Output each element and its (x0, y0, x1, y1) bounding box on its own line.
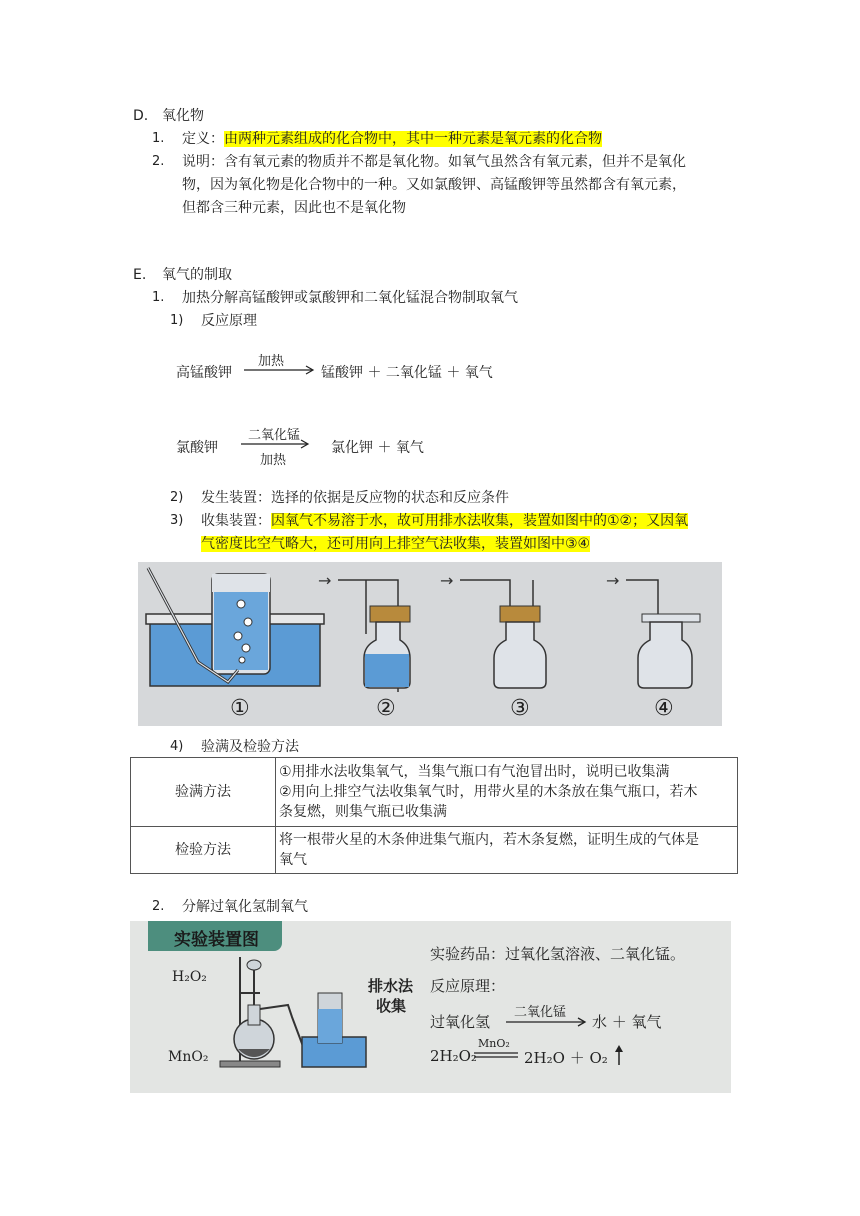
sub-number: 3) (170, 513, 184, 528)
table-cell (276, 827, 738, 874)
definition-text: 由两种元素组成的化合物中，其中一种元素是氧元素的化合物 (224, 131, 602, 147)
cell-line: ②用向上排空气法收集氧气时，用带火星的木条放在集气瓶口，若木 (279, 784, 698, 800)
verification-table (130, 757, 738, 874)
formula-reactant: 2H₂O₂ (430, 1047, 477, 1065)
table-head-cell: 检验方法 (131, 827, 276, 874)
item-number: 1. (152, 131, 165, 146)
table-head-cell: 验满方法 (131, 758, 276, 827)
apparatus-drawing (138, 562, 722, 726)
figure-label-1: ① (230, 696, 250, 721)
cell-line: 条复燃，则集气瓶已收集满 (279, 804, 447, 820)
reaction1-reactant: 高锰酸钾 (176, 365, 232, 381)
section-e-marker: E. (133, 267, 147, 283)
verification-heading: 验满及检验方法 (201, 739, 299, 755)
collection-text-1: 因氧气不易溶于水，故可用排水法收集，装置如图中的①②；又因氧 (271, 513, 689, 529)
banner-title: 实验装置图 (174, 930, 259, 950)
equal-sign (474, 1051, 520, 1059)
table-cell (276, 758, 738, 827)
figure-label-3: ③ (510, 696, 530, 721)
definition-line (182, 129, 602, 149)
method-2-title: 分解过氧化氢制氧气 (182, 899, 308, 915)
svg-text:→: → (440, 571, 454, 590)
explanation-line-2: 物，因为氧化物是化合物中的一种。又如氯酸钾、高锰酸钾等虽然都含有氧元素， (182, 177, 686, 193)
table-row (131, 827, 738, 874)
reaction2-catalyst: 二氧化锰 (248, 428, 301, 443)
formula-products: 2H₂O ＋ O₂ (524, 1049, 608, 1067)
collect-label-2: 收集 (376, 997, 407, 1015)
reaction1-condition: 加热 (258, 354, 285, 369)
item-number: 2. (152, 154, 165, 169)
peroxide-apparatus-figure (130, 921, 731, 1093)
collect-label-1: 排水法 (368, 977, 414, 995)
item-number: 2. (152, 899, 165, 914)
svg-text:→: → (318, 571, 332, 590)
collection-line-1 (201, 511, 688, 531)
sub-number: 4) (170, 739, 184, 754)
sub-number: 2) (170, 490, 184, 505)
explanation-line-1: 说明：含有氧元素的物质并不都是氧化物。如氧气虽然含有氧元素，但并不是氧化 (182, 154, 686, 170)
figure-label-4: ④ (654, 696, 674, 721)
item-number: 1. (152, 290, 165, 305)
explanation-line-3: 但都含三种元素，因此也不是氧化物 (182, 200, 406, 216)
principle-label: 反应原理： (430, 977, 506, 995)
word-catalyst: 二氧化锰 (514, 1005, 567, 1020)
collection-label: 收集装置： (201, 513, 271, 529)
sub-number: 1) (170, 313, 184, 328)
figure-label-2: ② (376, 696, 396, 721)
method-1-title: 加热分解高锰酸钾或氯酸钾和二氧化锰混合物制取氧气 (182, 290, 518, 306)
mno2-label: MnO₂ (168, 1049, 209, 1065)
section-d-title: 氧化物 (162, 108, 204, 124)
section-d-marker: D. (133, 108, 149, 124)
svg-text:→: → (606, 571, 620, 590)
table-row (131, 758, 738, 827)
cell-line: 氧气 (279, 852, 307, 868)
cell-line: 将一根带火星的木条伸进集气瓶内，若木条复燃，证明生成的气体是 (279, 832, 699, 848)
generation-apparatus-text: 发生装置：选择的依据是反应物的状态和反应条件 (201, 490, 509, 506)
gas-arrow-icon (614, 1045, 624, 1067)
reaction-arrow (244, 364, 316, 376)
reaction2-condition: 加热 (260, 453, 287, 468)
formula-catalyst: MnO₂ (478, 1037, 510, 1050)
definition-label: 定义： (182, 131, 224, 147)
reaction-principle-heading: 反应原理 (201, 313, 257, 329)
reaction1-products: 锰酸钾 ＋ 二氧化锰 ＋ 氧气 (321, 365, 493, 381)
word-reactant: 过氧化氢 (430, 1013, 491, 1031)
collection-line-2 (201, 534, 590, 554)
h2o2-label: H₂O₂ (172, 969, 207, 985)
reaction2-products: 氯化钾 ＋ 氧气 (331, 440, 424, 456)
cell-line: ①用排水法收集氧气，当集气瓶口有气泡冒出时，说明已收集满 (279, 764, 670, 780)
reagents-text: 实验药品：过氧化氢溶液、二氧化锰。 (430, 945, 686, 963)
reaction-arrow (506, 1017, 590, 1027)
word-products: 水 ＋ 氧气 (592, 1013, 662, 1031)
reaction2-reactant: 氯酸钾 (176, 440, 218, 456)
section-e-title: 氧气的制取 (162, 267, 232, 283)
apparatus-drawing (210, 953, 370, 1077)
collection-apparatus-figure (138, 562, 722, 726)
collection-text-2: 气密度比空气略大，还可用向上排空气法收集，装置如图中③④ (201, 536, 591, 552)
